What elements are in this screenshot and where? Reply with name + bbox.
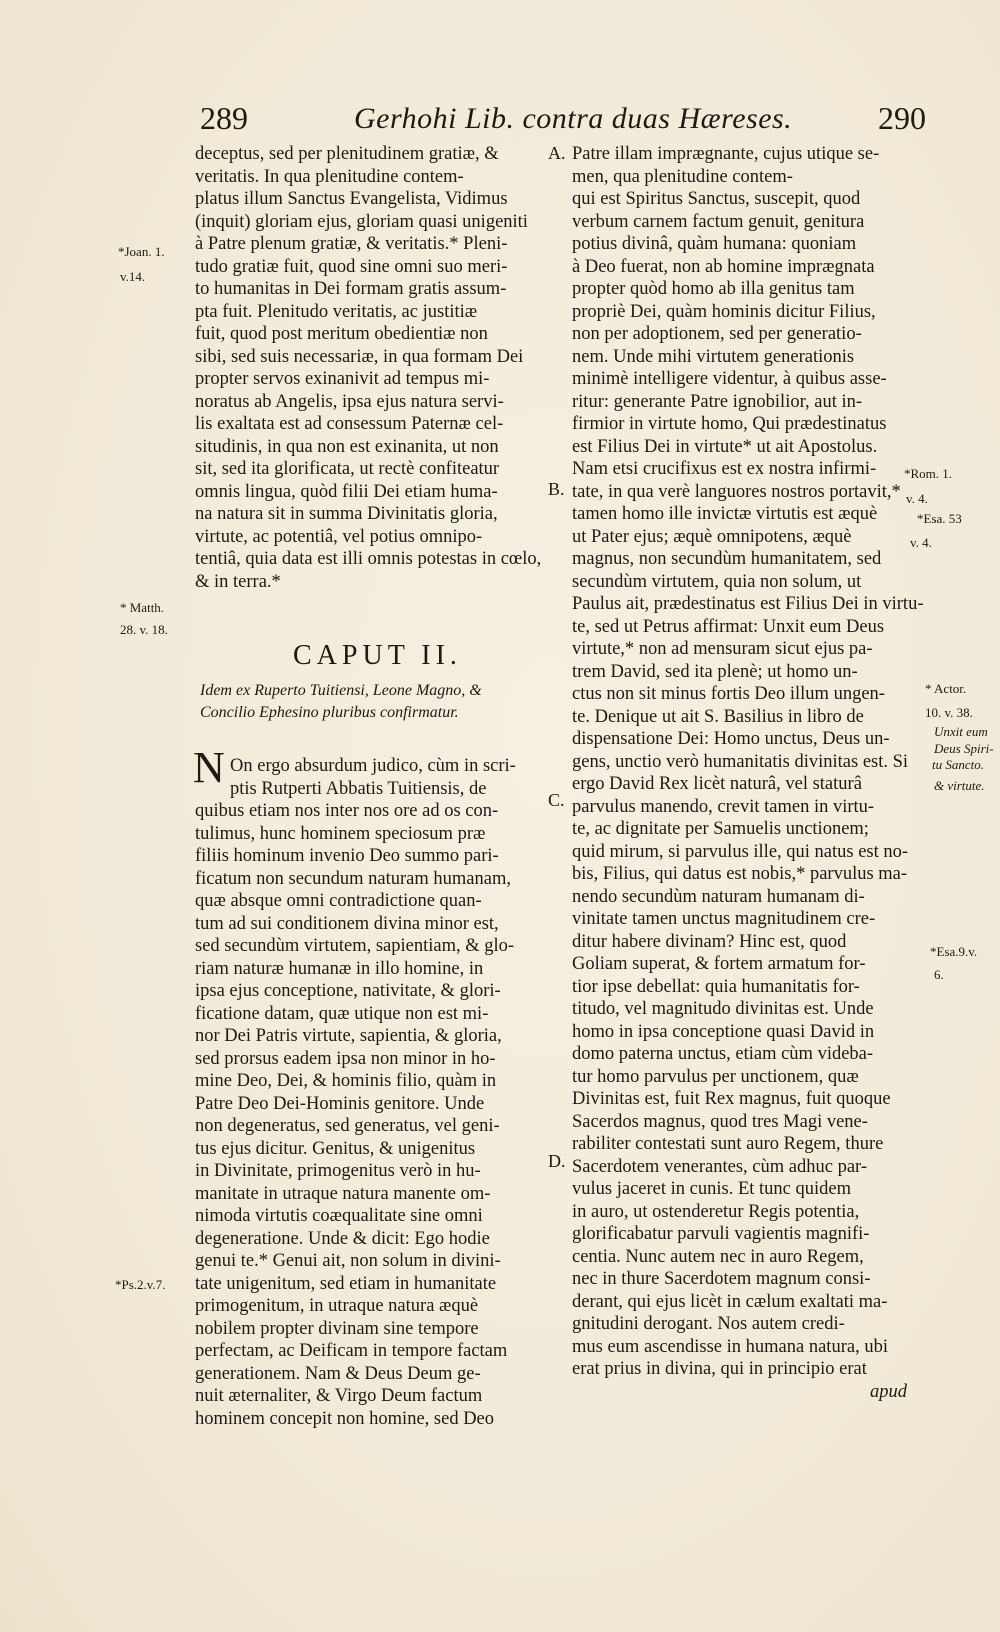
text-line: nendo secundùm naturam humanam di- <box>572 886 865 907</box>
chapter-heading: CAPUT II. <box>293 640 462 671</box>
text-line: tum ad sui conditionem divina minor est, <box>195 913 499 934</box>
text-line: Sacerdos magnus, quod tres Magi vene- <box>572 1111 868 1132</box>
drop-initial: N <box>193 743 225 792</box>
text-line: perfectam, ac Deificam in tempore factam <box>195 1341 508 1361</box>
text-line: vinitate tamen unctus magnitudinem cre- <box>572 909 876 929</box>
text-line: domo paterna unctus, etiam cùm videba- <box>572 1044 874 1064</box>
text-line: sibi, sed suis necessariæ, in qua formam Dei <box>195 346 524 367</box>
text-line: Nam etsi crucifixus est ex nostra infirmi- <box>572 459 877 479</box>
margin-note: v. 4. <box>906 491 928 506</box>
text-line: apud <box>870 1381 907 1402</box>
text-line: virtute,* non ad mensuram sicut ejus pa- <box>572 639 873 659</box>
margin-note: v.14. <box>120 269 146 284</box>
text-line: mus eum ascendisse in humana natura, ubi <box>572 1336 888 1357</box>
margin-note: *Ps.2.v.7. <box>115 1277 166 1292</box>
text-line: propter servos exinanivit ad tempus mi- <box>195 369 490 389</box>
margin-note: *Esa.9.v. <box>930 944 978 959</box>
text-line: manitate in utraque natura manente om- <box>195 1183 491 1204</box>
text-line: fuit, quod post meritum obedientiæ non <box>195 324 488 344</box>
text-line: to humanitas in Dei formam gratis assum- <box>195 279 507 299</box>
text-line: Goliam superat, & fortem armatum for- <box>572 954 866 974</box>
text-line: potius divinâ, quàm humana: quoniam <box>572 234 857 254</box>
text-line: parvulus manendo, crevit tamen in virtu- <box>572 796 875 817</box>
text-line: propter quòd homo ab illa genitus tam <box>572 279 855 299</box>
margin-note: * Actor. <box>925 681 967 696</box>
margin-note: *Joan. 1. <box>118 244 165 259</box>
text-line: à Deo fuerat, non ab homine imprægnata <box>572 256 875 277</box>
section-letter: D. <box>548 1151 566 1171</box>
margin-note: *Rom. 1. <box>904 466 953 481</box>
margin-note: tu Sancto. <box>932 757 984 772</box>
text-line: gnitudini derogant. Nos autem credi- <box>572 1314 845 1334</box>
page-number-right: 290 <box>878 100 926 136</box>
text-line: lis exaltata est ad consessum Paternæ cel- <box>195 414 504 434</box>
chapter-summary-line: Idem ex Ruperto Tuitiensi, Leone Magno, & <box>200 682 482 699</box>
section-letter: A. <box>548 143 566 163</box>
text-line: titudo, vel magnitudo divinitas est. Unde <box>572 999 874 1019</box>
text-line: pta fuit. Plenitudo veritatis, ac justitiæ <box>195 301 478 322</box>
text-line: platus illum Sanctus Evangelista, Vidimus <box>195 189 508 209</box>
text-line: tior ipse debellat: quia humanitatis for- <box>572 976 860 997</box>
text-line: primogenitum, in utraque natura æquè <box>195 1296 479 1316</box>
text-line: propriè Dei, quàm hominis dicitur Filius, <box>572 301 876 322</box>
text-line: hominem concepit non homine, sed Deo <box>195 1408 495 1429</box>
margin-note: 10. v. 38. <box>925 705 973 720</box>
text-line: homo in ipsa conceptione quasi David in <box>572 1021 875 1042</box>
margin-note: v. 4. <box>910 535 932 550</box>
text-line: quibus etiam nos inter nos ore ad os con- <box>195 801 499 821</box>
margin-note: Unxit eum <box>934 724 988 739</box>
text-line: in Divinitate, primogenitus verò in hu- <box>195 1161 481 1181</box>
text-line: ptis Rutperti Abbatis Tuitiensis, de <box>230 778 487 799</box>
running-title: Gerhohi Lib. contra duas Hæreses. <box>354 102 793 135</box>
margin-note: *Esa. 53 <box>917 511 962 526</box>
text-line: est Filius Dei in virtute* ut ait Apostolus. <box>572 436 878 457</box>
text-line: ficatione datam, quæ utique non est mi- <box>195 1003 489 1024</box>
page-number-left: 289 <box>200 100 248 136</box>
text-line: & in terra.* <box>195 571 281 592</box>
text-line: sit, sed ita glorificata, ut rectè confiteatur <box>195 459 500 479</box>
chapter-summary-line: Concilio Ephesino pluribus confirmatur. <box>200 704 459 721</box>
text-line: dispensatione Dei: Homo unctus, Deus un- <box>572 729 890 749</box>
text-line: genui te.* Genui ait, non solum in divini- <box>195 1251 501 1271</box>
text-line: à Patre plenum gratiæ, & veritatis.* Pleni- <box>195 234 508 254</box>
text-line: nimoda virtutis coæqualitate sine omni <box>195 1206 483 1226</box>
text-line: te, ac dignitate per Samuelis unctionem; <box>572 819 869 839</box>
text-line: nuit æternaliter, & Virgo Deum factum <box>195 1386 483 1406</box>
text-line: On ergo absurdum judico, cùm in scri- <box>230 756 516 776</box>
text-line: generationem. Nam & Deus Deum ge- <box>195 1363 481 1384</box>
text-line: filiis hominum invenio Deo summo pari- <box>195 846 499 866</box>
text-line: tate unigenitum, sed etiam in humanitate <box>195 1273 497 1294</box>
text-line: magnus, non secundùm humanitatem, sed <box>572 549 882 569</box>
text-line: firmior in virtute homo, Qui prædestinatus <box>572 414 887 434</box>
text-line: Patre illam imprægnante, cujus utique se- <box>572 144 880 164</box>
text-line: nem. Unde mihi virtutem generationis <box>572 346 855 367</box>
text-line: noratus ab Angelis, ipsa ejus natura servi- <box>195 391 504 412</box>
text-line: deceptus, sed per plenitudinem gratiæ, & <box>195 144 499 164</box>
text-line: men, qua plenitudine contem- <box>572 166 793 187</box>
text-line: Paulus ait, prædestinatus est Filius Dei in virtu- <box>572 594 924 614</box>
text-line: derant, qui ejus licèt in cælum exaltati ma- <box>572 1291 888 1312</box>
text-line: riam naturæ humanæ in illo homine, in <box>195 958 484 979</box>
text-line: quæ absque omni contradictione quan- <box>195 891 482 911</box>
text-line: in auro, ut ostenderetur Regis potentia, <box>572 1201 860 1222</box>
text-line: tudo gratiæ fuit, quod sine omni suo meri- <box>195 256 508 277</box>
text-line: virtute, ac potentiâ, vel potius omnipo- <box>195 526 483 547</box>
text-line: (inquit) gloriam ejus, gloriam quasi unigeniti <box>195 211 528 232</box>
text-line: tamen homo ille invictæ virtutis est æquè <box>572 504 878 524</box>
text-line: nobilem propter divinam sine tempore <box>195 1318 479 1339</box>
text-line: non degeneratus, sed generatus, vel geni- <box>195 1116 500 1136</box>
text-line: bis, Filius, qui datus est nobis,* parvulus ma- <box>572 864 908 884</box>
section-letter: B. <box>548 479 565 499</box>
text-line: tulimus, hunc hominem speciosum præ <box>195 823 486 844</box>
text-line: ctus non sit minus fortis Deo illum ungen- <box>572 684 885 704</box>
text-line: situdinis, in qua non est exinanita, ut non <box>195 436 499 457</box>
text-line: mine Deo, Dei, & hominis filio, quàm in <box>195 1071 497 1091</box>
text-line: secundùm virtutem, quia non solum, ut <box>572 571 862 592</box>
text-line: te. Denique ut ait S. Basilius in libro de <box>572 706 864 727</box>
text-line: ut Pater ejus; æquè omnipotens, æquè <box>572 526 852 547</box>
text-line: verbum carnem factum genuit, genitura <box>572 211 865 232</box>
margin-note: 6. <box>934 967 944 982</box>
text-line: minimè intelligere videntur, à quibus asse- <box>572 369 887 389</box>
text-line: omnis lingua, quòd filii Dei etiam huma- <box>195 481 498 502</box>
text-line: nec in thure Sacerdotem magnum consi- <box>572 1269 871 1289</box>
text-line: ipsa ejus conceptione, nativitate, & glori- <box>195 981 501 1001</box>
text-line: centia. Nunc autem nec in auro Regem, <box>572 1246 864 1267</box>
margin-note: * Matth. <box>120 600 165 615</box>
text-line: sed secundùm virtutem, sapientiam, & glo- <box>195 936 515 956</box>
text-line: quid mirum, si parvulus ille, qui natus est no- <box>572 841 909 862</box>
text-line: erat prius in divina, qui in principio erat <box>572 1359 867 1379</box>
text-line: ditur habere divinam? Hinc est, quod <box>572 931 847 952</box>
text-line: tur homo parvulus per unctionem, quæ <box>572 1066 859 1087</box>
text-line: gens, unctio verò humanitatis divinitas est. Si <box>572 751 909 772</box>
margin-note: & virtute. <box>934 778 985 793</box>
text-line: na natura sit in summa Divinitatis gloria, <box>195 504 498 524</box>
text-line: ficatum non secundum naturam humanam, <box>195 868 511 889</box>
text-line: qui est Spiritus Sanctus, suscepit, quod <box>572 189 861 209</box>
margin-note: 28. v. 18. <box>120 622 168 637</box>
chapter-summary <box>200 680 482 724</box>
text-line: Patre Deo Dei-Hominis genitore. Unde <box>195 1093 485 1114</box>
text-line: Sacerdotem venerantes, cùm adhuc par- <box>572 1156 867 1177</box>
text-line: ergo David Rex licèt naturâ, vel staturâ <box>572 774 862 794</box>
text-line: vulus jaceret in cunis. Et tunc quidem <box>572 1179 851 1199</box>
text-line: non per adoptionem, sed per generatio- <box>572 324 862 344</box>
text-line: degeneratione. Unde & dicit: Ego hodie <box>195 1228 490 1249</box>
text-line: veritatis. In qua plenitudine contem- <box>195 166 464 187</box>
text-line: tentiâ, quia data est illi omnis potestas in cœlo, <box>195 549 542 569</box>
text-line: Divinitas est, fuit Rex magnus, fuit quoque <box>572 1089 891 1109</box>
text-line: te, sed ut Petrus affirmat: Unxit eum Deus <box>572 616 885 637</box>
text-line: tate, in qua verè languores nostros portavit,* <box>572 481 901 502</box>
margin-note: Deus Spiri- <box>934 741 994 756</box>
text-line: trem David, sed ita plenè; ut homo un- <box>572 661 858 682</box>
text-line: nor Dei Patris virtute, sapientia, & gloria, <box>195 1026 502 1046</box>
text-line: sed prorsus eadem ipsa non minor in ho- <box>195 1048 496 1069</box>
text-line: ritur: generante Patre ignobilior, aut in- <box>572 391 863 412</box>
text-line: rabiliter contestati sunt auro Regem, thure <box>572 1134 884 1154</box>
section-letter: C. <box>548 790 565 810</box>
text-line: tus ejus dicitur. Genitus, & unigenitus <box>195 1138 476 1159</box>
text-line: glorificabatur parvuli vagientis magnifi- <box>572 1224 870 1244</box>
